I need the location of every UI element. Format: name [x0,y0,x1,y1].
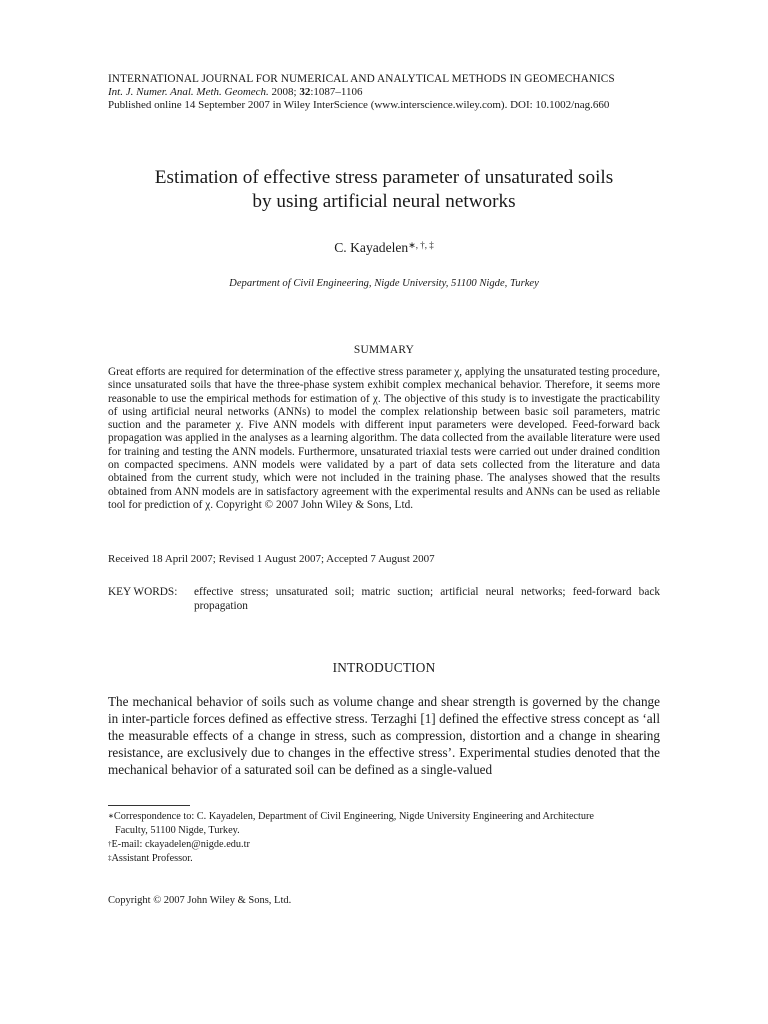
footnote-mark: ‡ [108,854,112,862]
author-line [108,240,660,256]
paper-title [108,166,660,214]
keywords-block [108,585,660,613]
citation-volume: 32 [299,86,311,98]
footnote-email [108,838,660,852]
title-line-1: Estimation of effective stress parameter of unsaturated soils [154,167,614,188]
footnotes [108,810,660,866]
journal-citation [108,86,668,99]
footnote-text: Correspondence to: C. Kayadelen, Department of Civil Engineering, Nigde University Engineering and Architecture [113,811,594,822]
publication-info: Published online 14 September 2007 in Wiley InterScience (www.interscience.wiley.com). DOI: 10.1002/nag.660 [108,99,610,111]
author-name: C. Kayadelen [334,240,409,255]
author-marks: ∗, †, ‡ [408,240,434,250]
affiliation: Department of Civil Engineering, Nigde University, 51100 Nigde, Turkey [229,278,539,289]
received-dates: Received 18 April 2007; Revised 1 August 2007; Accepted 7 August 2007 [108,553,435,565]
footnote-position [108,852,660,866]
footnote-mark: † [108,840,112,848]
footnote-text: Assistant Professor. [111,853,193,864]
summary-heading: SUMMARY [353,344,415,356]
footnote-text: E-mail: ckayadelen@nigde.edu.tr [111,839,250,850]
keywords-label: KEY WORDS: [108,586,178,598]
citation-year: 2008; [268,86,300,98]
introduction-heading: INTRODUCTION [332,660,436,675]
footnote-mark: ∗ [108,812,114,820]
footnote-rule [108,805,190,806]
abstract-text: Great efforts are required for determination of the effective stress parameter χ, applying the unsaturated testing procedure, since unsaturated soils that have the three-phase system exhibit complex mechanical behavior. Therefore, it seems more reasonable to use the empirical methods for estimation of χ. The objective of this study is to investigate the practicability of using artificial neural networks (ANNs) to model the complex relationship between basic soil parameters, matric suction and the parameter χ. Five ANN models with different input parameters were developed. Feed-forward back propagation was applied in the analyses as a learning algorithm. The data collected from the available literature were used for training and testing the ANN models. Furthermore, unsaturated triaxial tests were carried out under drained condition on compacted specimens. ANN models were validated by a part of data sets collected from the literature and data obtained from the current study, which were not included in the training phase. The analyses showed that the results obtained from ANN models are in satisfactory agreement with the experimental results and ANNs can be used as reliable tool for prediction of χ. Copyright © 2007 John Wiley & Sons, Ltd. [108,366,660,511]
footnote-correspondence [108,810,660,824]
journal-header [108,73,668,112]
journal-name: INTERNATIONAL JOURNAL FOR NUMERICAL AND ANALYTICAL METHODS IN GEOMECHANICS [108,73,615,85]
footnote-correspondence-cont: Faculty, 51100 Nigde, Turkey. [115,825,240,836]
introduction-text: The mechanical behavior of soils such as volume change and shear strength is governed by the change in inter-particle forces defined as effective stress. Terzaghi [1] defined the effective stress concept as ‘all the measurable effects of a change in stress, such as compression, distortion and a change in shearing resistance, are exclusively due to changes in the effective stress’. Experimental studies denoted that the mechanical behavior of a saturated soil can be defined as a single-valued [108,694,660,777]
copyright-notice: Copyright © 2007 John Wiley & Sons, Ltd. [108,895,292,906]
keywords-text: effective stress; unsaturated soil; matric suction; artificial neural networks; feed-forward back propagation [194,586,660,612]
title-line-2: by using artificial neural networks [252,191,516,212]
citation-pages: :1087–1106 [310,86,363,98]
citation-journal: Int. J. Numer. Anal. Meth. Geomech. [108,86,269,98]
